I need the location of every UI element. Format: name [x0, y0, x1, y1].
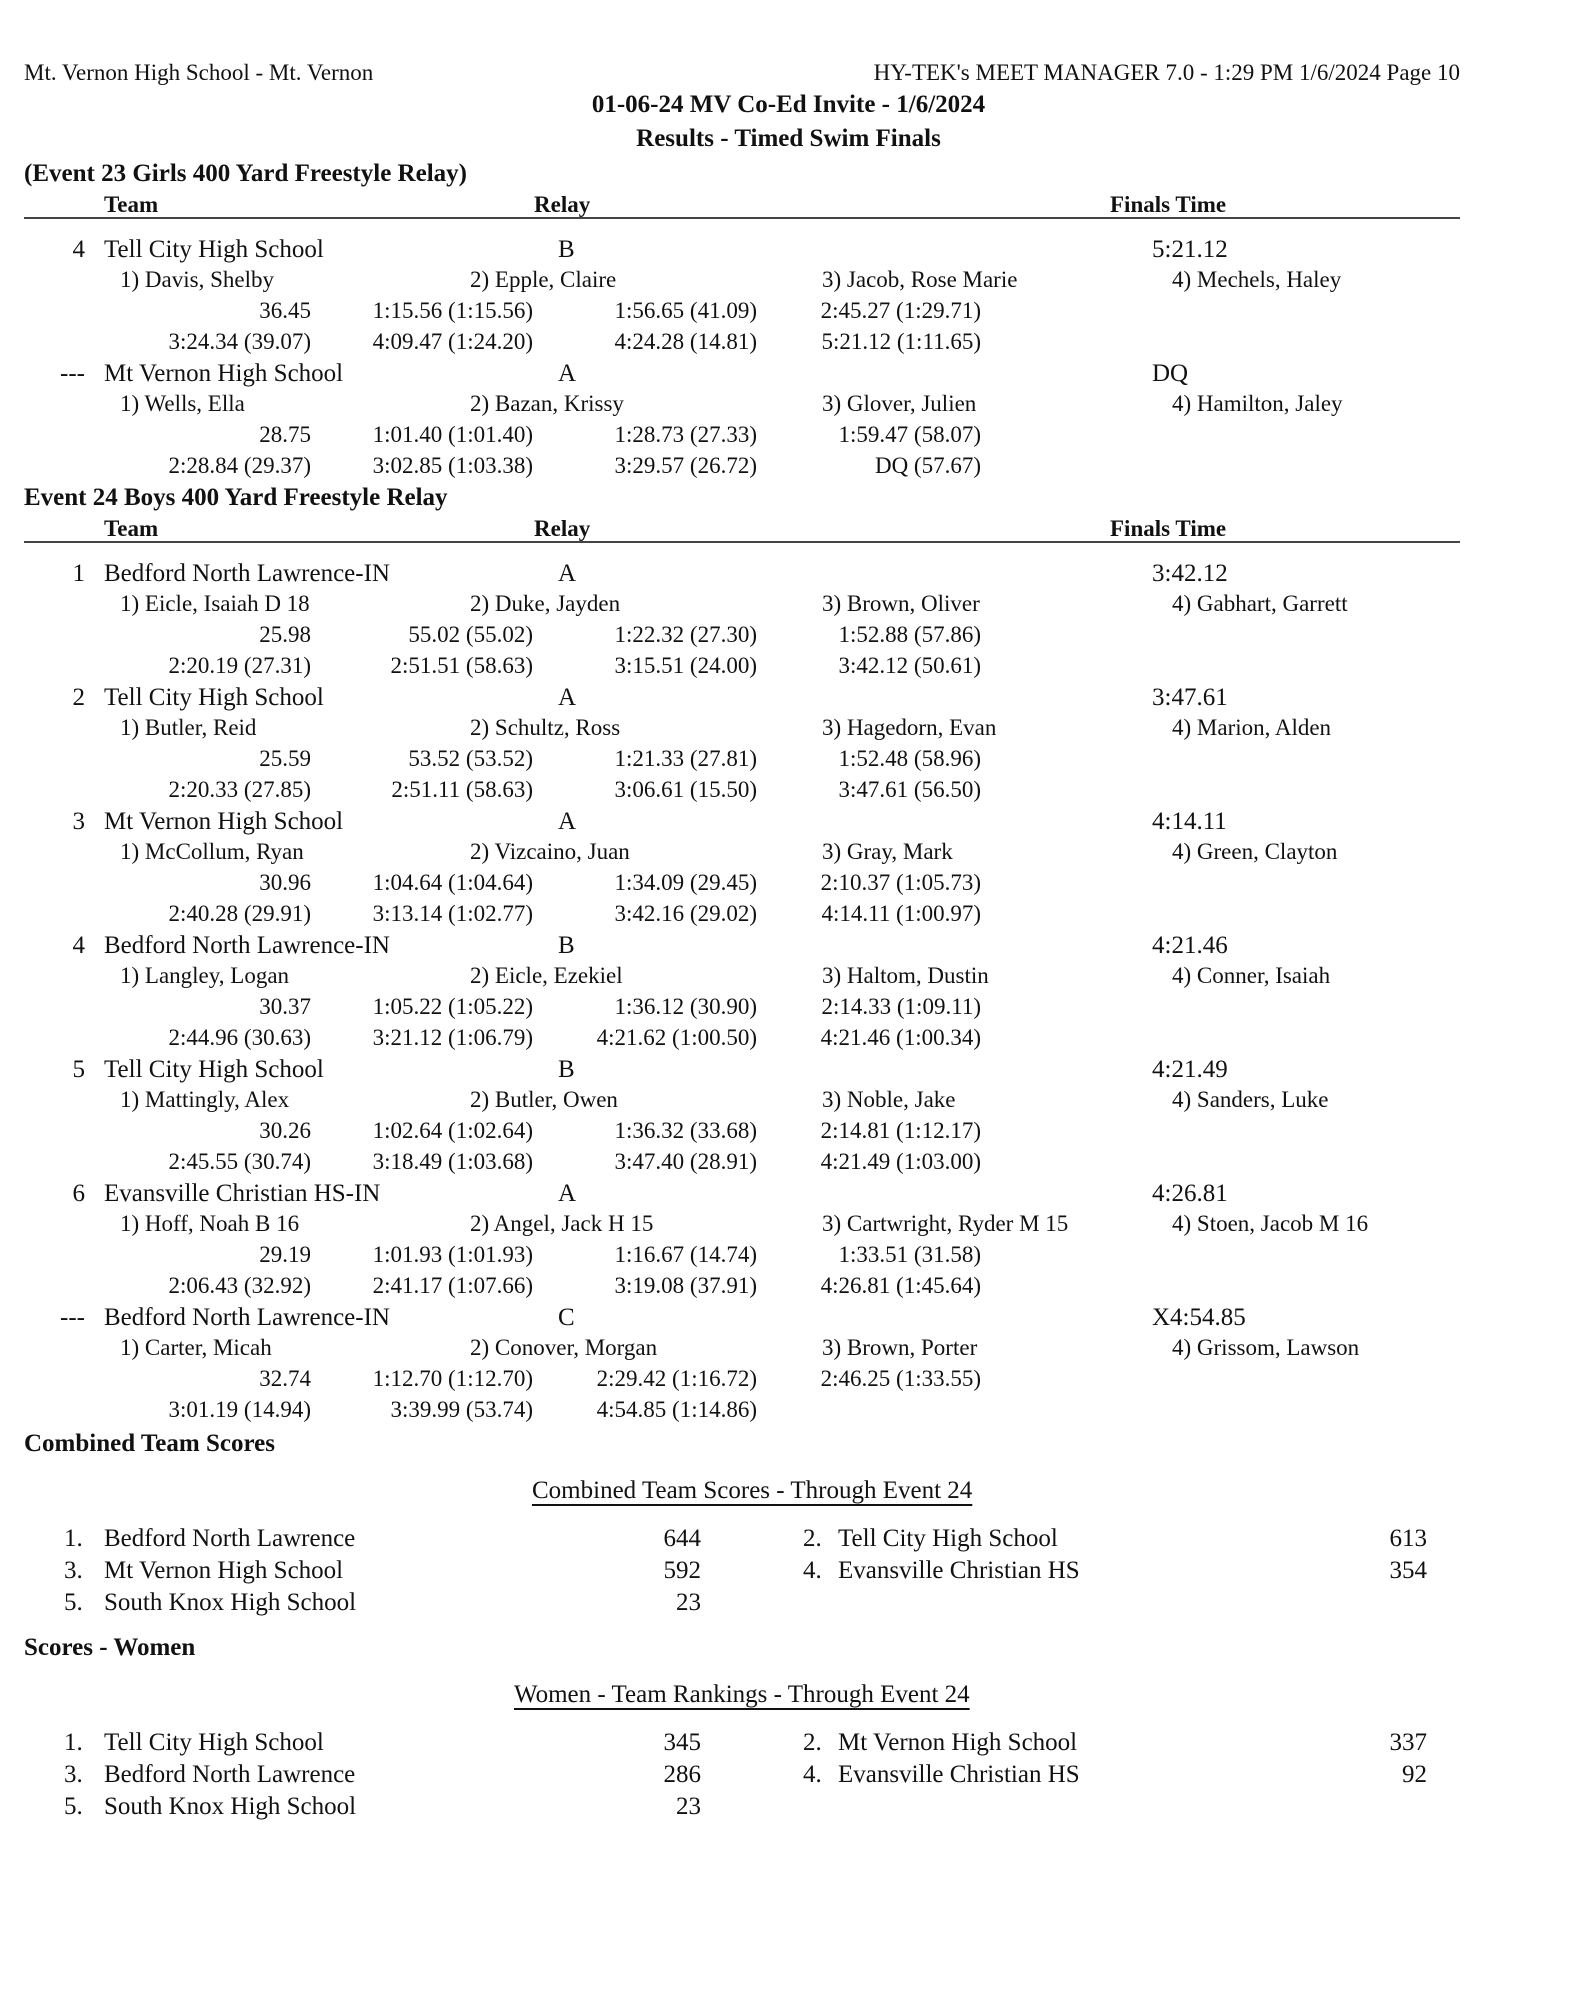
split-time: 53.52 (53.52): [408, 746, 533, 771]
swimmer-name: 2) Eicle, Ezekiel: [470, 963, 623, 988]
split-time: 2:14.81 (1:12.17): [820, 1118, 981, 1143]
team-rank: 4.: [803, 1761, 822, 1788]
finals-time: 4:14.11: [1152, 808, 1227, 835]
place: 4: [72, 236, 85, 263]
split-time: 30.37: [259, 994, 311, 1019]
relay-letter: C: [558, 1304, 575, 1331]
splits-row: [0, 870, 1577, 901]
split-time: 2:44.96 (30.63): [168, 1025, 311, 1050]
team-name: Bedford North Lawrence: [104, 1761, 356, 1788]
finals-time: 3:42.12: [1152, 560, 1228, 587]
split-time: 1:15.56 (1:15.56): [372, 298, 533, 323]
team-points: 644: [663, 1525, 701, 1552]
split-time: 2:14.33 (1:09.11): [821, 994, 981, 1019]
split-time: 3:15.51 (24.00): [614, 653, 757, 678]
split-time: 4:24.28 (14.81): [614, 329, 757, 354]
splits-row: [0, 422, 1577, 453]
swimmer-name: 3) Gray, Mark: [822, 839, 953, 864]
team-name: Evansville Christian HS: [838, 1761, 1080, 1788]
team-row: [0, 932, 1577, 963]
swimmer-name: 2) Butler, Owen: [470, 1087, 618, 1112]
splits-row: [0, 1118, 1577, 1149]
splits-row: [0, 777, 1577, 808]
split-time: 1:33.51 (31.58): [838, 1242, 981, 1267]
column-header-finals-time: Finals Time: [1110, 192, 1227, 217]
swimmers-row: [0, 1211, 1577, 1242]
header-rule: [24, 217, 1460, 219]
split-time: 1:36.12 (30.90): [614, 994, 757, 1019]
split-time: 3:29.57 (26.72): [614, 453, 757, 478]
place: 3: [72, 808, 85, 835]
place: ---: [60, 360, 85, 387]
team-points: 23: [676, 1793, 701, 1820]
swimmer-name: 1) Hoff, Noah B 16: [120, 1211, 300, 1236]
team-name: Mt Vernon High School: [104, 360, 344, 387]
finals-time: 4:26.81: [1152, 1180, 1228, 1207]
swimmer-name: 2) Bazan, Krissy: [470, 391, 624, 416]
header-software-info: HY-TEK's MEET MANAGER 7.0 - 1:29 PM 1/6/2024 Page 10: [873, 60, 1460, 85]
team-rank: 5.: [64, 1793, 83, 1820]
team-name: Tell City High School: [838, 1525, 1058, 1552]
place: 4: [72, 932, 85, 959]
split-time: 2:51.51 (58.63): [390, 653, 533, 678]
finals-time: X4:54.85: [1152, 1304, 1246, 1331]
split-time: 3:39.99 (53.74): [390, 1397, 533, 1422]
split-time: 2:29.42 (1:16.72): [596, 1366, 757, 1391]
splits-row: [0, 1397, 1577, 1428]
split-time: 28.75: [259, 422, 311, 447]
split-time: 1:05.22 (1:05.22): [372, 994, 533, 1019]
swimmer-name: 1) Davis, Shelby: [120, 267, 274, 292]
splits-row: [0, 1273, 1577, 1304]
split-time: 25.98: [259, 622, 311, 647]
score-row: [0, 1793, 1577, 1825]
swimmer-name: 4) Marion, Alden: [1172, 715, 1332, 740]
split-time: 1:01.93 (1:01.93): [372, 1242, 533, 1267]
split-time: 1:28.73 (27.33): [614, 422, 757, 447]
team-rank: 1.: [64, 1729, 83, 1756]
team-row: [0, 808, 1577, 839]
finals-time: DQ: [1152, 360, 1189, 387]
section-title: Scores - Women: [24, 1634, 196, 1661]
split-time: 2:40.28 (29.91): [168, 901, 311, 926]
team-name: Bedford North Lawrence-IN: [104, 560, 390, 587]
team-name: Bedford North Lawrence: [104, 1525, 356, 1552]
swimmer-name: 2) Epple, Claire: [470, 267, 617, 292]
column-header-team: Team: [104, 192, 159, 217]
score-row: [0, 1557, 1577, 1589]
relay-letter: A: [558, 1180, 577, 1207]
split-time: 1:02.64 (1:02.64): [372, 1118, 533, 1143]
meet-title: 01-06-24 MV Co-Ed Invite - 1/6/2024: [591, 91, 986, 118]
team-row: [0, 1304, 1577, 1335]
team-points: 613: [1389, 1525, 1427, 1552]
scores-subheading: Women - Team Rankings - Through Event 24: [514, 1681, 970, 1708]
splits-row: [0, 298, 1577, 329]
score-row: [0, 1761, 1577, 1793]
place: 6: [72, 1180, 85, 1207]
team-rank: 5.: [64, 1589, 83, 1616]
team-rank: 2.: [803, 1525, 822, 1552]
team-rank: 1.: [64, 1525, 83, 1552]
team-rank: 3.: [64, 1761, 83, 1788]
splits-row: [0, 1025, 1577, 1056]
split-time: 1:34.09 (29.45): [614, 870, 757, 895]
finals-time: 3:47.61: [1152, 684, 1228, 711]
split-time: 3:06.61 (15.50): [614, 777, 757, 802]
team-points: 345: [663, 1729, 701, 1756]
split-time: DQ (57.67): [874, 453, 981, 478]
splits-row: [0, 746, 1577, 777]
swimmer-name: 1) Eicle, Isaiah D 18: [120, 591, 310, 616]
split-time: 30.96: [259, 870, 311, 895]
swimmer-name: 2) Conover, Morgan: [470, 1335, 658, 1360]
relay-letter: A: [558, 560, 577, 587]
split-time: 30.26: [259, 1118, 311, 1143]
relay-letter: A: [558, 360, 577, 387]
split-time: 1:21.33 (27.81): [614, 746, 757, 771]
place: ---: [60, 1304, 85, 1331]
swimmer-name: 4) Conner, Isaiah: [1172, 963, 1331, 988]
relay-letter: A: [558, 808, 577, 835]
split-time: 3:18.49 (1:03.68): [372, 1149, 533, 1174]
swimmer-name: 4) Mechels, Haley: [1172, 267, 1342, 292]
swimmer-name: 4) Sanders, Luke: [1172, 1087, 1329, 1112]
split-time: 3:24.34 (39.07): [168, 329, 311, 354]
score-row: [0, 1729, 1577, 1761]
event-heading: (Event 23 Girls 400 Yard Freestyle Relay): [24, 160, 467, 187]
splits-row: [0, 994, 1577, 1025]
split-time: 1:59.47 (58.07): [838, 422, 981, 447]
split-time: 3:47.40 (28.91): [614, 1149, 757, 1174]
team-points: 337: [1389, 1729, 1427, 1756]
team-points: 286: [663, 1761, 701, 1788]
swimmer-name: 3) Glover, Julien: [822, 391, 977, 416]
swimmers-row: [0, 839, 1577, 870]
swimmer-name: 2) Duke, Jayden: [470, 591, 621, 616]
swimmer-name: 4) Hamilton, Jaley: [1172, 391, 1343, 416]
header-rule: [24, 541, 1460, 543]
splits-row: [0, 453, 1577, 484]
swimmer-name: 1) McCollum, Ryan: [120, 839, 304, 864]
swimmer-name: 2) Angel, Jack H 15: [470, 1211, 654, 1236]
split-time: 4:21.62 (1:00.50): [596, 1025, 757, 1050]
split-time: 1:56.65 (41.09): [614, 298, 757, 323]
team-row: [0, 1180, 1577, 1211]
team-name: Mt Vernon High School: [838, 1729, 1078, 1756]
split-time: 3:47.61 (56.50): [838, 777, 981, 802]
split-time: 4:21.49 (1:03.00): [820, 1149, 981, 1174]
split-time: 36.45: [259, 298, 311, 323]
team-name: Tell City High School: [104, 236, 324, 263]
swimmer-name: 3) Cartwright, Ryder M 15: [822, 1211, 1069, 1236]
split-time: 2:10.37 (1:05.73): [820, 870, 981, 895]
swimmers-row: [0, 1335, 1577, 1366]
swimmer-name: 1) Langley, Logan: [120, 963, 290, 988]
relay-letter: B: [558, 1056, 575, 1083]
team-row: [0, 236, 1577, 267]
swimmers-row: [0, 963, 1577, 994]
splits-row: [0, 1149, 1577, 1180]
swimmer-name: 3) Jacob, Rose Marie: [822, 267, 1018, 292]
scores-subheading: Combined Team Scores - Through Event 24: [532, 1477, 973, 1504]
split-time: 3:21.12 (1:06.79): [372, 1025, 533, 1050]
swimmer-name: 4) Grissom, Lawson: [1172, 1335, 1360, 1360]
split-time: 4:09.47 (1:24.20): [372, 329, 533, 354]
swimmer-name: 1) Butler, Reid: [120, 715, 257, 740]
splits-row: [0, 901, 1577, 932]
team-name: Tell City High School: [104, 684, 324, 711]
swimmers-row: [0, 1087, 1577, 1118]
split-time: 2:20.19 (27.31): [168, 653, 311, 678]
split-time: 2:45.27 (1:29.71): [820, 298, 981, 323]
splits-row: [0, 1242, 1577, 1273]
split-time: 2:46.25 (1:33.55): [820, 1366, 981, 1391]
column-header-team: Team: [104, 516, 159, 541]
split-time: 4:14.11 (1:00.97): [821, 901, 981, 926]
team-rank: 2.: [803, 1729, 822, 1756]
split-time: 4:21.46 (1:00.34): [820, 1025, 981, 1050]
place: 5: [72, 1056, 85, 1083]
swimmers-row: [0, 715, 1577, 746]
swimmer-name: 1) Mattingly, Alex: [120, 1087, 290, 1112]
team-name: Evansville Christian HS: [838, 1557, 1080, 1584]
split-time: 1:12.70 (1:12.70): [372, 1366, 533, 1391]
swimmer-name: 1) Wells, Ella: [120, 391, 245, 416]
split-time: 2:41.17 (1:07.66): [372, 1273, 533, 1298]
swimmers-row: [0, 391, 1577, 422]
place: 2: [72, 684, 85, 711]
team-row: [0, 360, 1577, 391]
swimmers-row: [0, 267, 1577, 298]
splits-row: [0, 1366, 1577, 1397]
split-time: 4:26.81 (1:45.64): [820, 1273, 981, 1298]
team-name: Bedford North Lawrence-IN: [104, 1304, 390, 1331]
team-name: South Knox High School: [104, 1793, 357, 1820]
team-name: Mt Vernon High School: [104, 1557, 344, 1584]
split-time: 3:13.14 (1:02.77): [372, 901, 533, 926]
split-time: 1:36.32 (33.68): [614, 1118, 757, 1143]
split-time: 2:51.11 (58.63): [391, 777, 533, 802]
split-time: 29.19: [259, 1242, 311, 1267]
split-time: 5:21.12 (1:11.65): [821, 329, 981, 354]
results-subtitle: Results - Timed Swim Finals: [636, 125, 941, 152]
split-time: 1:16.67 (14.74): [614, 1242, 757, 1267]
column-header-relay: Relay: [534, 516, 591, 541]
score-row: [0, 1589, 1577, 1621]
swimmer-name: 3) Brown, Oliver: [822, 591, 980, 616]
team-name: Evansville Christian HS-IN: [104, 1180, 381, 1207]
team-points: 92: [1402, 1761, 1427, 1788]
split-time: 1:04.64 (1:04.64): [372, 870, 533, 895]
event-heading: Event 24 Boys 400 Yard Freestyle Relay: [24, 484, 448, 511]
split-time: 55.02 (55.02): [408, 622, 533, 647]
swimmer-name: 3) Haltom, Dustin: [822, 963, 989, 988]
team-name: Tell City High School: [104, 1056, 324, 1083]
split-time: 2:45.55 (30.74): [168, 1149, 311, 1174]
team-rank: 4.: [803, 1557, 822, 1584]
swimmers-row: [0, 591, 1577, 622]
team-row: [0, 684, 1577, 715]
swimmer-name: 1) Carter, Micah: [120, 1335, 272, 1360]
swimmer-name: 4) Green, Clayton: [1172, 839, 1338, 864]
split-time: 3:42.12 (50.61): [838, 653, 981, 678]
section-title: Combined Team Scores: [24, 1430, 275, 1457]
team-name: South Knox High School: [104, 1589, 357, 1616]
column-header-relay: Relay: [534, 192, 591, 217]
team-points: 354: [1389, 1557, 1427, 1584]
header-school: Mt. Vernon High School - Mt. Vernon: [24, 60, 374, 85]
split-time: 2:20.33 (27.85): [168, 777, 311, 802]
team-row: [0, 1056, 1577, 1087]
split-time: 2:28.84 (29.37): [168, 453, 311, 478]
column-header-finals-time: Finals Time: [1110, 516, 1227, 541]
team-name: Bedford North Lawrence-IN: [104, 932, 390, 959]
split-time: 3:02.85 (1:03.38): [372, 453, 533, 478]
score-row: [0, 1525, 1577, 1557]
team-rank: 3.: [64, 1557, 83, 1584]
split-time: 25.59: [259, 746, 311, 771]
split-time: 4:54.85 (1:14.86): [596, 1397, 757, 1422]
split-time: 2:06.43 (32.92): [168, 1273, 311, 1298]
swimmer-name: 3) Hagedorn, Evan: [822, 715, 997, 740]
swimmer-name: 4) Stoen, Jacob M 16: [1172, 1211, 1369, 1236]
team-name: Mt Vernon High School: [104, 808, 344, 835]
team-points: 23: [676, 1589, 701, 1616]
split-time: 1:01.40 (1:01.40): [372, 422, 533, 447]
split-time: 3:42.16 (29.02): [614, 901, 757, 926]
swimmer-name: 3) Brown, Porter: [822, 1335, 978, 1360]
place: 1: [72, 560, 85, 587]
split-time: 1:22.32 (27.30): [614, 622, 757, 647]
team-row: [0, 560, 1577, 591]
relay-letter: B: [558, 236, 575, 263]
split-time: 1:52.48 (58.96): [838, 746, 981, 771]
relay-letter: B: [558, 932, 575, 959]
split-time: 3:19.08 (37.91): [614, 1273, 757, 1298]
team-name: Tell City High School: [104, 1729, 324, 1756]
splits-row: [0, 653, 1577, 684]
finals-time: 4:21.49: [1152, 1056, 1228, 1083]
swimmer-name: 2) Schultz, Ross: [470, 715, 621, 740]
split-time: 1:52.88 (57.86): [838, 622, 981, 647]
finals-time: 4:21.46: [1152, 932, 1228, 959]
team-points: 592: [663, 1557, 701, 1584]
relay-letter: A: [558, 684, 577, 711]
splits-row: [0, 329, 1577, 360]
split-time: 32.74: [259, 1366, 311, 1391]
finals-time: 5:21.12: [1152, 236, 1228, 263]
swimmer-name: 3) Noble, Jake: [822, 1087, 956, 1112]
swimmer-name: 2) Vizcaino, Juan: [470, 839, 630, 864]
splits-row: [0, 622, 1577, 653]
swimmer-name: 4) Gabhart, Garrett: [1172, 591, 1348, 616]
split-time: 3:01.19 (14.94): [168, 1397, 311, 1422]
